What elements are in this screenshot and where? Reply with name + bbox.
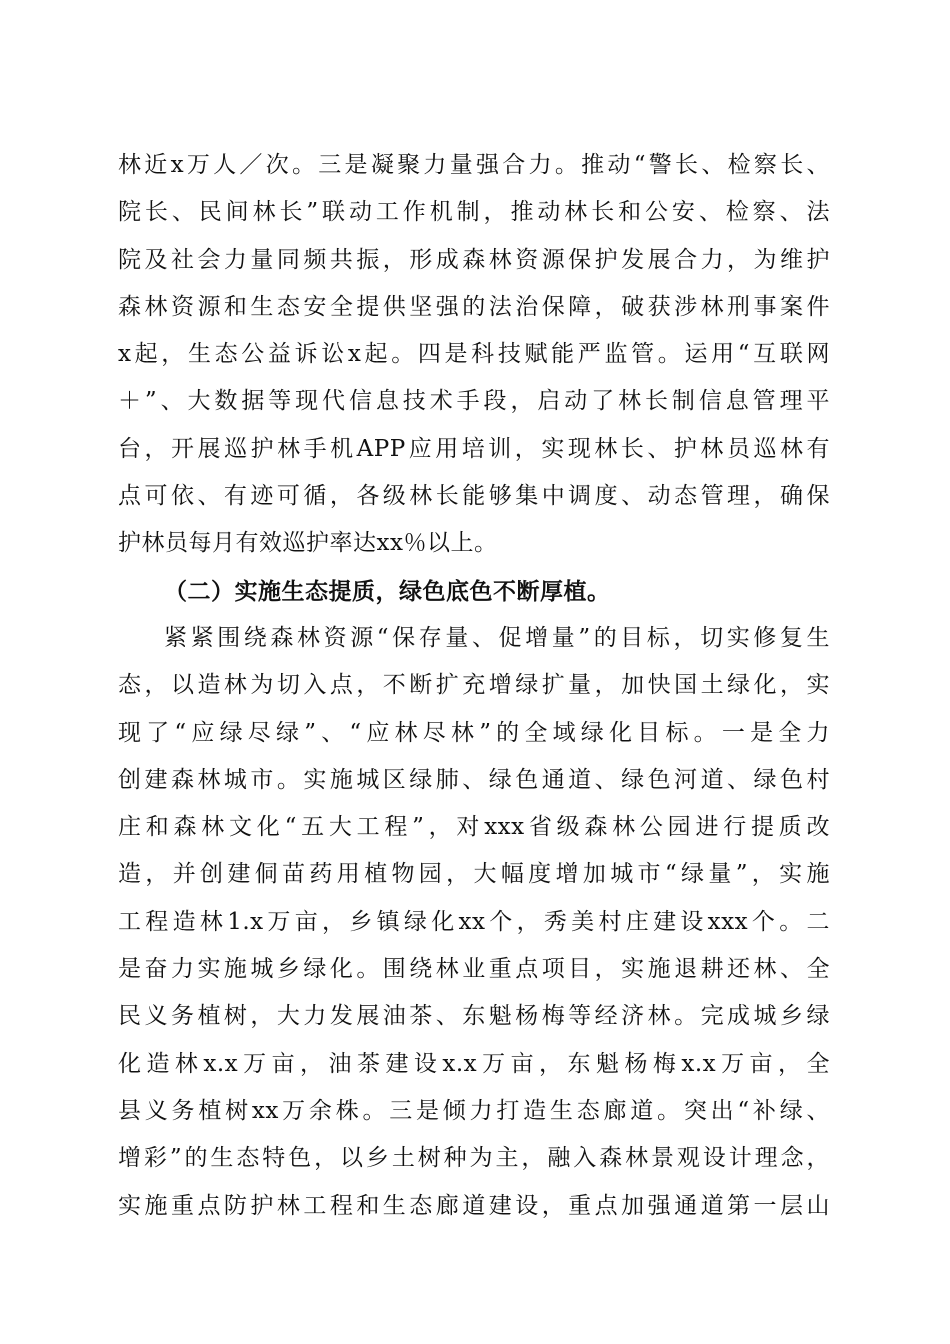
paragraph-line: 庄和森林文化“五大工程”，对xxx省级森林公园进行提质改: [118, 814, 830, 841]
document-body: [118, 142, 830, 1230]
paragraph-line: ＋”、大数据等现代信息技术手段，启动了林长制信息管理平: [118, 388, 830, 415]
paragraph-line: 实施重点防护林工程和生态廊道建设，重点加强通道第一层山: [118, 1192, 830, 1219]
paragraph-line: 民义务植树，大力发展油茶、东魁杨梅等经济林。完成城乡绿: [118, 1003, 830, 1030]
paragraph-line: 化造林x.x万亩，油茶建设x.x万亩，东魁杨梅x.x万亩，全: [118, 1050, 830, 1077]
paragraph-line: 是奋力实施城乡绿化。围绕林业重点项目，实施退耕还林、全: [118, 956, 830, 983]
section-heading: （二）实施生态提质，绿色底色不断厚植。: [164, 577, 611, 605]
paragraph-line: 态，以造林为切入点，不断扩充增绿扩量，加快国土绿化，实: [118, 672, 830, 699]
paragraph-line: 造，并创建侗苗药用植物园，大幅度增加城市“绿量”，实施: [118, 861, 830, 888]
paragraph-line: 增彩”的生态特色，以乡土树种为主，融入森林景观设计理念，: [118, 1145, 830, 1172]
paragraph-line: 院长、民间林长”联动工作机制，推动林长和公安、检察、法: [118, 199, 830, 226]
paragraph-line: 紧紧围绕森林资源“保存量、促增量”的目标，切实修复生: [164, 624, 830, 651]
paragraph-line: 现了“应绿尽绿”、“应林尽林”的全域绿化目标。一是全力: [118, 719, 830, 746]
paragraph-line: 点可依、有迹可循，各级林长能够集中调度、动态管理，确保: [118, 483, 830, 510]
paragraph-line: 森林资源和生态安全提供坚强的法治保障，破获涉林刑事案件: [118, 293, 830, 320]
paragraph-line: 创建森林城市。实施城区绿肺、绿色通道、绿色河道、绿色村: [118, 766, 830, 793]
paragraph-line: 工程造林1.x万亩，乡镇绿化xx个，秀美村庄建设xxx个。二: [118, 908, 830, 935]
paragraph-line: 林近x万人／次。三是凝聚力量强合力。推动“警长、检察长、: [118, 152, 830, 178]
paragraph-line: x起，生态公益诉讼x起。四是科技赋能严监管。运用“互联网: [118, 341, 830, 368]
paragraph-line: 护林员每月有效巡护率达xx％以上。: [118, 530, 498, 557]
paragraph-line: 县义务植树xx万余株。三是倾力打造生态廊道。突出“补绿、: [118, 1097, 830, 1124]
paragraph-line: 台，开展巡护林手机APP应用培训，实现林长、护林员巡林有: [118, 435, 830, 462]
paragraph-line: 院及社会力量同频共振，形成森林资源保护发展合力，为维护: [118, 246, 830, 273]
